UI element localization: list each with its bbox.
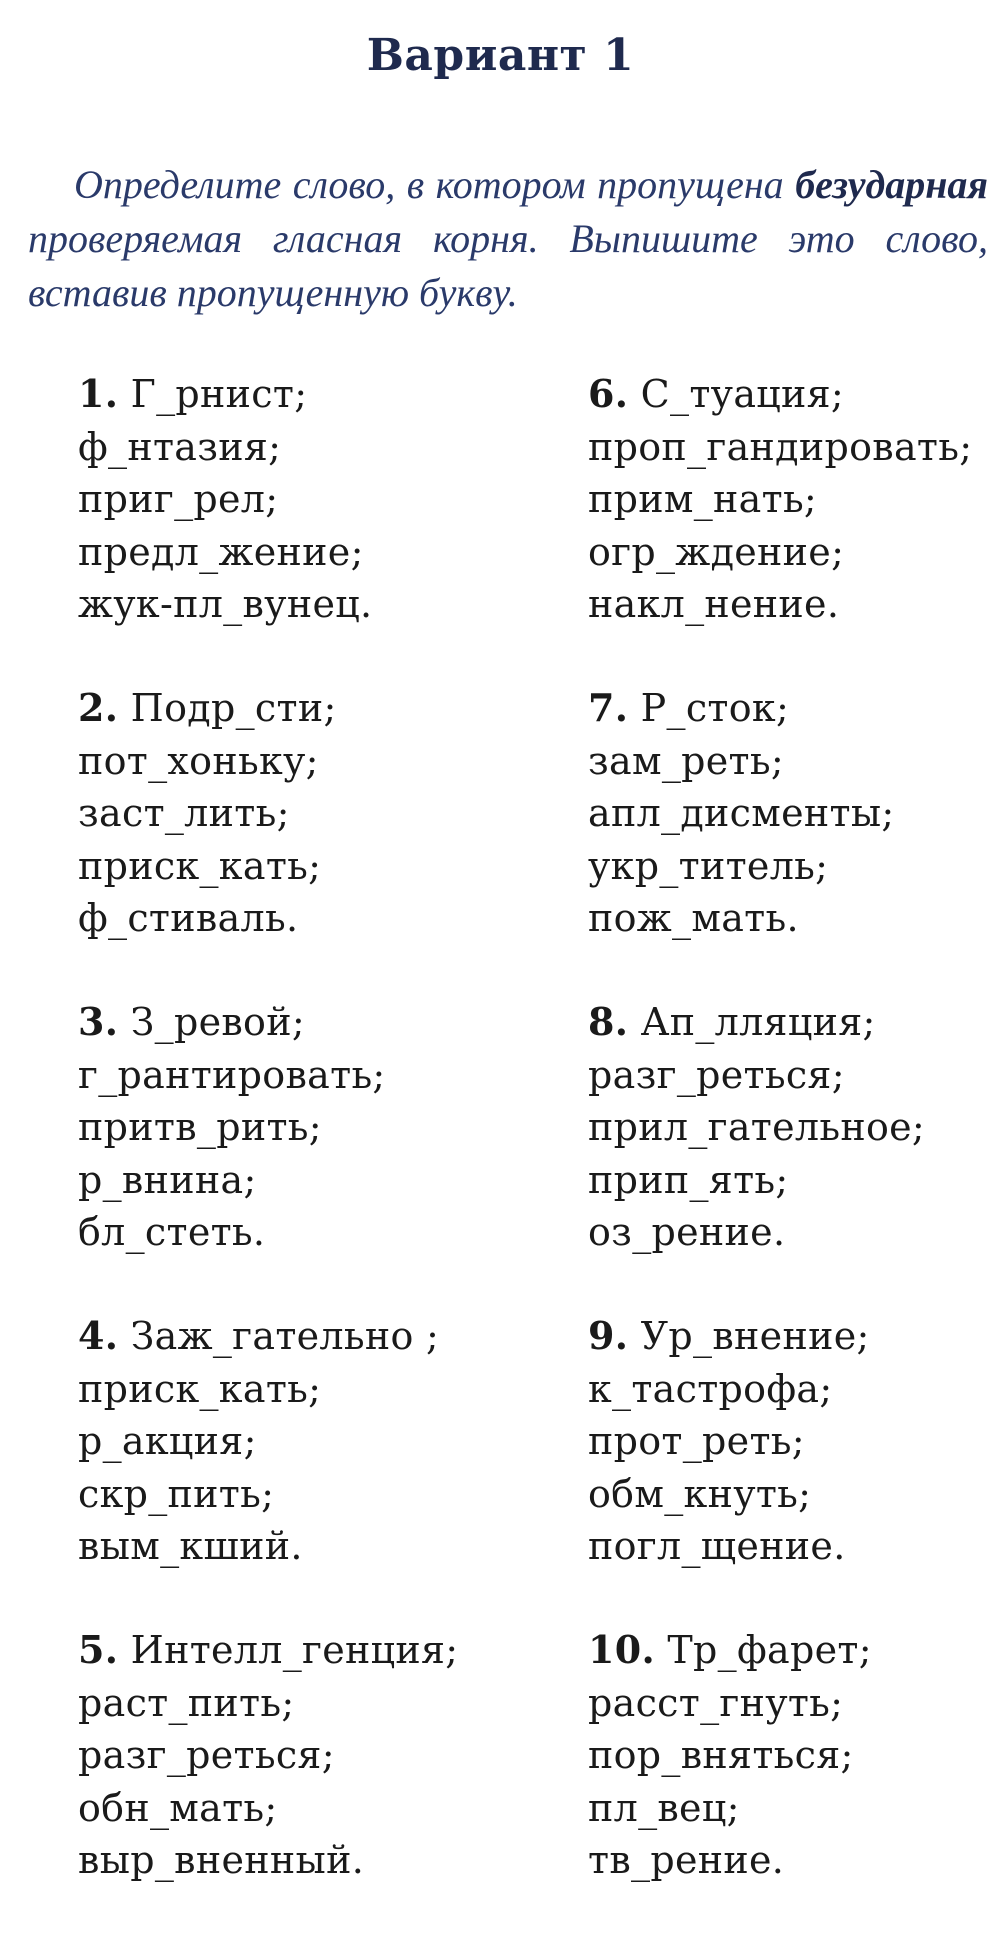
word-item: проп_гандировать; [588,424,973,469]
word-item: приск_кать; [78,843,322,888]
exercise-number: 8. [588,999,629,1044]
word-item: притв_рить; [78,1105,322,1149]
word-item: заст_лить; [78,791,290,835]
word-item: расст_гнуть; [588,1680,844,1725]
right-column [588,368,1001,1938]
exercise-first-line [588,368,1001,421]
exercise-number: 9. [588,1313,629,1358]
exercise-first-line [588,1624,1001,1677]
exercise-number: 10. [588,1627,656,1672]
exercise-number: 1. [78,371,119,416]
exercise-number: 7. [588,685,629,730]
exercise-first-line [78,996,548,1049]
exercise-group-4 [78,1310,548,1624]
word-item: разг_реться; [78,1733,335,1777]
exercise-group-10 [588,1624,1001,1938]
word-item: р_внина; [78,1157,257,1202]
word-item: г_рантировать; [78,1052,386,1097]
exercise-group-8 [588,996,1001,1310]
exercise-first-line [588,1310,1001,1363]
word-item: Интелл_генция; [130,1628,459,1672]
word-item: пор_вняться; [588,1733,854,1777]
word-item: Ап_лляция; [640,1000,876,1044]
task-instruction [28,158,988,320]
word-item: укр_титель; [588,843,829,888]
word-item: ф_стиваль. [78,896,299,940]
word-item: обм_кнуть; [588,1471,812,1516]
page-title: Вариант 1 [366,30,635,81]
word-item: к_тастрофа; [588,1366,833,1411]
word-item: прот_реть; [588,1419,805,1463]
word-item: оз_рение. [588,1210,786,1254]
word-item: приг_рел; [78,477,279,521]
exercise-number: 4. [78,1313,119,1358]
word-item: выр_вненный. [78,1838,365,1882]
word-item: С_туация; [640,372,845,416]
word-item: разг_реться; [588,1052,845,1097]
exercise-first-line [78,1624,548,1677]
exercise-first-line [78,368,548,421]
exercise-group-5 [78,1624,548,1938]
exercise-number: 3. [78,999,119,1044]
exercise-group-9 [588,1310,1001,1624]
instruction-bold-word: безударная [795,162,988,207]
exercise-group-7 [588,682,1001,996]
exercise-number: 5. [78,1627,119,1672]
exercise-number: 6. [588,371,629,416]
word-item: апл_дисменты; [588,791,895,835]
word-item: Подр_сти; [130,686,337,730]
word-item: пот_хоньку; [78,738,319,783]
word-item: жук-пл_вунец. [78,582,373,626]
exercise-group-1 [78,368,548,682]
exercise-first-line [78,1310,548,1363]
exercise-number: 2. [78,685,119,730]
word-item: обн_мать; [78,1785,278,1830]
word-item: Ур_внение; [640,1314,870,1358]
exercise-group-6 [588,368,1001,682]
word-item: накл_нение. [588,582,840,626]
exercise-group-2 [78,682,548,996]
left-column [78,368,548,1938]
word-item: Р_сток; [640,686,790,730]
word-item: бл_стеть. [78,1210,266,1254]
word-item: раст_пить; [78,1680,295,1725]
word-item: предл_жение; [78,529,364,574]
word-item: погл_щение. [588,1524,846,1568]
instruction-text-1: Определите слово, в котором пропущена [74,162,796,207]
exercise-first-line [588,682,1001,735]
exercise-first-line [588,996,1001,1049]
word-item: зам_реть; [588,738,784,783]
word-item: пож_мать. [588,896,799,940]
word-item: прим_нать; [588,477,818,521]
word-item: р_акция; [78,1419,257,1463]
word-item: огр_ждение; [588,529,845,574]
word-item: ф_нтазия; [78,424,282,469]
word-item: вым_кший. [78,1524,303,1568]
exercise-group-3 [78,996,548,1310]
word-item: пл_вец; [588,1785,740,1830]
instruction-text-2: проверяемая гласная корня. Выпишите это слово, вставив пропущенную букву. [28,216,988,315]
word-item: Г_рнист; [130,372,308,416]
word-item: Тр_фарет; [667,1628,872,1672]
exercise-first-line [78,682,548,735]
word-item: З_ревой; [130,1000,305,1044]
word-item: приск_кать; [78,1366,322,1411]
word-item: прип_ять; [588,1157,789,1202]
word-item: скр_пить; [78,1471,275,1516]
word-item: тв_рение. [588,1838,785,1882]
word-item: прил_гательное; [588,1105,926,1149]
word-item: Заж_гательно ; [130,1314,440,1358]
